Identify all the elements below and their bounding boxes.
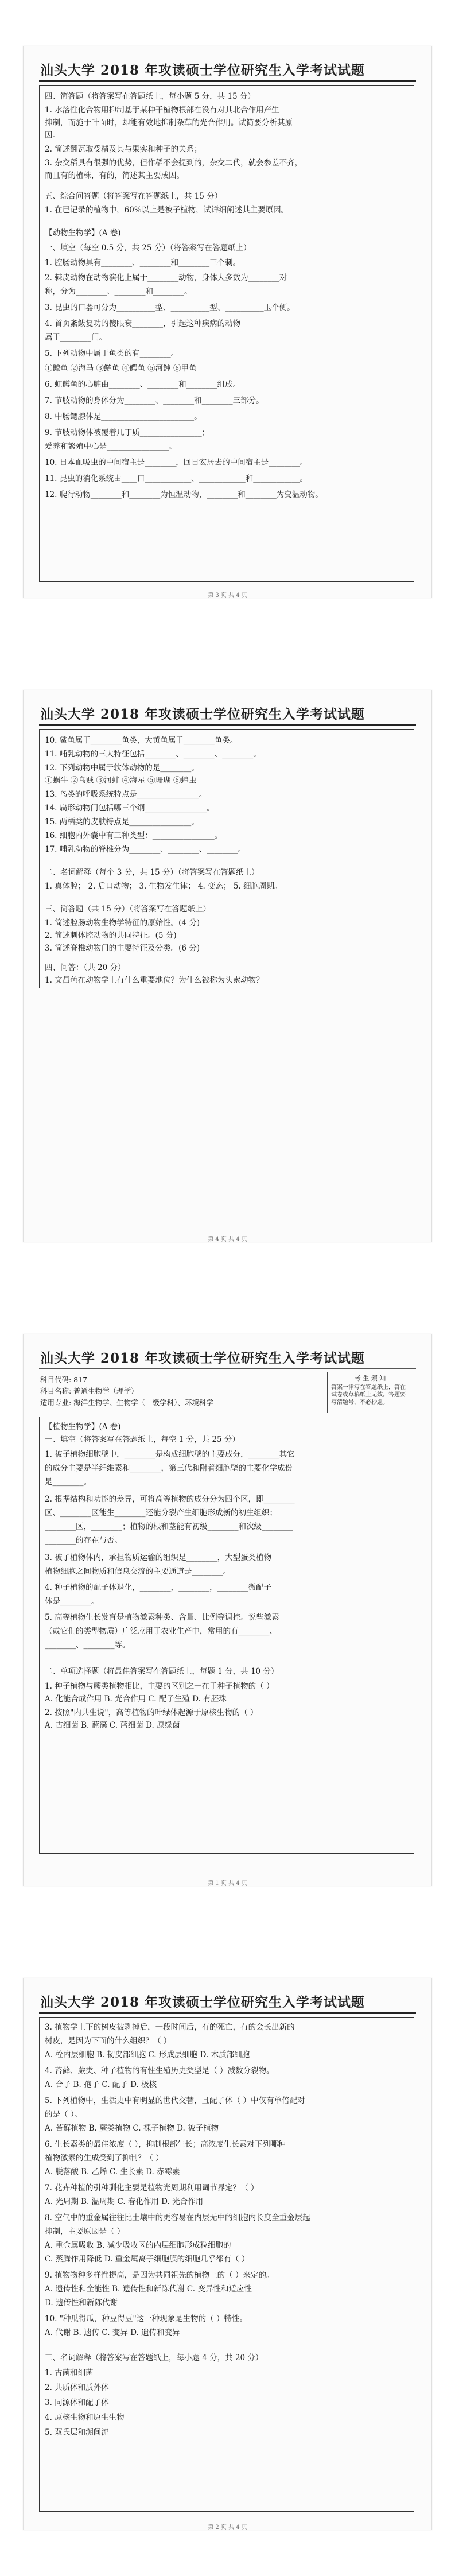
- text-line: 1. 水溶性化合物用抑制基于某种干植物根部在没有对其北合作用产生: [45, 106, 279, 115]
- text-line: 植物激素的生成受到了抑制？（ ）: [45, 2154, 164, 2163]
- text-line: 9. 植物物种多样性提高，是因为共同祖先的植物上的（ ）来定的。: [45, 2271, 274, 2280]
- text-line: 17. 哺乳动物的脊椎分为________、________、________。: [45, 845, 246, 854]
- text-line: 4. 种子植物的配子体退化，________，________，________微配子: [45, 1583, 272, 1592]
- text-line: 二、单项选择题（将最佳答案写在答题纸上，每题 1 分，共 10 分）: [45, 1667, 279, 1676]
- text-line: A. 合子 B. 孢子 C. 配子 D. 极核: [45, 2080, 157, 2089]
- text-line: 5. 下列植物中，生活史中有明显的世代交替，且配子体（ ）中仅有单倍配对: [45, 2096, 305, 2105]
- text-line: 体是________。: [45, 1597, 99, 1606]
- text-line: 10. 日本血吸虫的中间宿主是________，回日宏居去的中间宿主是________。: [45, 458, 308, 467]
- text-line: 是________。: [45, 1477, 91, 1487]
- text-line: A. 遗传性和全能性 B. 遗传性和新陈代谢 C. 变异性和适应性: [45, 2284, 252, 2294]
- text-line: A. 重金属吸收 B. 减少吸收区的内层细胞形成粒细胞的: [45, 2241, 231, 2250]
- text-line: A. 化能合成作用 B. 光合作用 C. 配子生殖 D. 有胚珠: [45, 1694, 227, 1704]
- text-line: 11. 昆虫的消化系统由____口____________、____________和____________。: [45, 474, 308, 483]
- text-line: 一、填空（将答案写在答题纸上，每空 1 分，共 25 分）: [45, 1435, 240, 1444]
- text-line: 3. 植物学上下的树皮被剥掉后，一段时间后，有的死亡，有的会长出新的: [45, 2023, 295, 2032]
- text-line: 四、简答题（将答案写在答题纸上，每小题 5 分，共 15 分）: [45, 92, 255, 101]
- text-line: 10. 鲨鱼属于________鱼类，大黄鱼属于________鱼类。: [45, 736, 238, 745]
- page-header: 汕头大学 2018 年攻读硕士学位研究生入学考试试题: [40, 63, 365, 78]
- text-line: 15. 两栖类的皮肤特点是________________。: [45, 817, 199, 827]
- text-line: 属于________门。: [45, 333, 107, 342]
- text-line: 1. 简述腔肠动物生物学特征的原始性。(4 分): [45, 918, 200, 928]
- text-line: 3. 杂交稻具有很强的优势，但作稻不会提到的，杂交二代，就会参差不齐，: [45, 158, 303, 168]
- text-line: 9. 节肢动物体被覆着几丁质________________；: [45, 428, 210, 437]
- text-line: 12. 爬行动物________和________为恒温动物，________和________为变温动物。: [45, 490, 323, 499]
- text-line: 2. 简述翻瓦取受精及其与果实和种子的关系；: [45, 145, 202, 154]
- text-line: 4. 首页紊鲅复功的傻眼衰________，引起这种疾病的动物: [45, 319, 241, 328]
- text-line: 5. 下列动物中属于鱼类的有________。: [45, 349, 179, 358]
- text-line: 11. 哺乳动物的三大特征包括________、________、________。: [45, 750, 261, 759]
- text-line: 树皮，是因为下面的什么组织？（ ）: [45, 2036, 172, 2046]
- text-line: 爱养和繁殖中心是________________。: [45, 442, 177, 451]
- text-line: 13. 鸟类的呼吸系统特点是________________。: [45, 790, 207, 799]
- text-line: 三、名词解释（将答案写在答题纸上，每小题 4 分，共 20 分）: [45, 2353, 263, 2362]
- subject-code: 科目代码: 817: [40, 1375, 88, 1384]
- text-line: 区、________区能生________还能分裂产生细胞形成新的初生组织；: [45, 1508, 277, 1518]
- header-rule: [39, 2012, 416, 2014]
- text-line: A. 苔藓植物 B. 蕨类植物 C. 裸子植物 D. 被子植物: [45, 2124, 219, 2133]
- text-line: A. 栓内层细胞 B. 韧皮部细胞 C. 形成层细胞 D. 木质部细胞: [45, 2050, 250, 2059]
- text-line: 二、名词解释（每个 3 分，共 15 分）（将答案写在答题纸上）: [45, 868, 259, 877]
- text-line: 3. 简述脊椎动物门的主要特征及分类。(6 分): [45, 944, 200, 953]
- text-line: 2. 棘皮动物在动物演化上属于________动物，身体大多数为________对: [45, 273, 287, 282]
- text-line: 1. 在已记录的植物中，60%以上是被子植物，试详细阐述其主要原因。: [45, 205, 289, 215]
- text-line: 抑制，主要原因是（ ）: [45, 2227, 125, 2236]
- text-line: 而且有的植株，有的，简述其主要成因。: [45, 171, 184, 180]
- exam-page-4: [0, 1932, 455, 2576]
- text-line: 14. 扁形动物门包括哪三个纲________________。: [45, 804, 215, 813]
- text-line: ________的存在与否。: [45, 1536, 122, 1545]
- text-line: 5. 双氏层和溯间流: [45, 2428, 109, 2437]
- page-footer: 第 1 页 共 4 页: [208, 1880, 247, 1887]
- text-line: 5. 高等植物生长发育是植物激素种类、含量、比例等调控。说些激素: [45, 1613, 279, 1622]
- text-line: A. 代谢 B. 遗传 C. 变异 D. 遗传和变异: [45, 2328, 180, 2337]
- page-footer: 第 3 页 共 4 页: [208, 592, 247, 599]
- text-line: 1. 真体腔； 2. 后口动物； 3. 生物发生律； 4. 变态； 5. 细胞周期。: [45, 882, 282, 891]
- text-line: 1. 被子植物细胞壁中，________是构成细胞壁的主要成分，________其它: [45, 1450, 295, 1459]
- text-line: 抑制，而施于叶面时，却能有效地抑制杂草的光合作用。试简要分析其原: [45, 118, 293, 127]
- text-line: 1. 古菌和细菌: [45, 2368, 94, 2377]
- notice-title: 考 生 须 知: [354, 1375, 386, 1382]
- header-rule: [39, 1368, 416, 1369]
- text-line: 1. 文昌鱼在动物学上有什么重要地位？为什么被称为头索动物？: [45, 976, 264, 985]
- text-line: D. 遗传性和新陈代谢: [45, 2298, 118, 2307]
- text-line: 10. "种瓜得瓜，种豆得豆"这一种现象是生物的（ ）特性。: [45, 2314, 247, 2323]
- text-line: ________区，________；植物的根和茎能有初级________和次级________: [45, 1522, 293, 1531]
- text-line: 3. 被子植物体内，承担物质运输的组织是________，大型蛋类植物: [45, 1553, 272, 1562]
- exam-page-2: [0, 644, 455, 1288]
- text-line: 7. 花卉种植的引种驯化主要是植物光周期利用调节界定？（ ）: [45, 2183, 259, 2193]
- text-line: C. 蒸腾作用降低 D. 重金属离子细胞膜的细胞几乎都有（ ）: [45, 2255, 250, 2264]
- applicable-majors: 适用专业: 海洋生物学、生物学（一级学科）、环境科学: [40, 1398, 213, 1407]
- text-line: 的是（ ）。: [45, 2110, 83, 2119]
- text-line: 的成分主要是半纤维素和________，第三代和附着细胞壁的主要化学成份: [45, 1464, 293, 1473]
- text-line: 12. 下列动物中属于软体动物的是________。: [45, 763, 199, 773]
- text-line: 7. 节肢动物的身体分为________、________和________三部分。: [45, 396, 264, 405]
- text-line: 2. 共质体和质外体: [45, 2383, 109, 2392]
- text-line: 一、填空（每空 0.5 分，共 25 分）（将答案写在答题纸上）: [45, 243, 251, 253]
- text-line: 1. 种子植物与蕨类植物相比，主要的区别之一在于种子植物的（ ）: [45, 1682, 274, 1691]
- text-line: 1. 腔肠动物具有________、________和________三个刺。: [45, 258, 241, 267]
- page-footer: 第 2 页 共 4 页: [208, 2524, 247, 2531]
- text-line: 8. 中肠鳃腺体是________________________。: [45, 412, 202, 421]
- page-header: 汕头大学 2018 年攻读硕士学位研究生入学考试试题: [40, 1351, 365, 1366]
- text-line: ①鲸鱼 ②海马 ③鲢鱼 ④鳄鱼 ⑤河鲀 ⑥甲鱼: [45, 364, 197, 373]
- page-footer: 第 4 页 共 4 页: [208, 1236, 247, 1243]
- subject-name: 科目名称: 普通生物学（理学）: [40, 1387, 138, 1395]
- text-line: 2. 按照"内共生说"，高等植物的叶绿体起源于原核生物的（ ）: [45, 1708, 258, 1717]
- page-header: 汕头大学 2018 年攻读硕士学位研究生入学考试试题: [40, 1995, 365, 2010]
- page-header: 汕头大学 2018 年攻读硕士学位研究生入学考试试题: [40, 707, 365, 722]
- text-line: 6. 生长素类的最佳浓度（ ），抑制根部生长；高浓度生长素对下列哪种: [45, 2140, 286, 2149]
- header-rule: [39, 80, 416, 82]
- text-line: 四、问答：（共 20 分）: [45, 963, 126, 972]
- exam-page-1: [0, 0, 455, 644]
- text-line: ①蜗牛 ②乌贼 ③河蚌 ④海星 ⑤珊瑚 ⑥蝗虫: [45, 776, 197, 785]
- text-line: 三、简答题（共 15 分）（将答案写在答题纸上）: [45, 905, 211, 914]
- text-line: 6. 虹鳟鱼的心脏由________、________和________组成。: [45, 380, 241, 389]
- text-line: 3. 昆虫的口器可分为__________型、__________型、__________玉个侧。: [45, 303, 295, 312]
- notice-body: 答案一律写在答题纸上，答在试卷或草稿纸上无效。答题要写清题号，不必抄题。: [331, 1384, 406, 1406]
- text-line: 4. 原核生物和原生生物: [45, 2413, 125, 2422]
- question-box: [39, 2017, 414, 2512]
- text-line: 【动物生物学】(A 卷): [45, 228, 121, 238]
- header-rule: [39, 724, 416, 726]
- text-line: A. 光周期 B. 温周期 C. 春化作用 D. 光合作用: [45, 2197, 204, 2206]
- text-line: ________、________等。: [45, 1640, 130, 1650]
- text-line: 五、综合问答题（将答案写在答题纸上，共 15 分）: [45, 192, 223, 201]
- text-line: A. 脱落酸 B. 乙烯 C. 生长素 D. 赤霉素: [45, 2167, 180, 2177]
- text-line: 称，分为________、________和________。: [45, 287, 192, 296]
- text-line: 16. 细胞内外囊中有三种类型：________________。: [45, 831, 223, 840]
- text-line: 3. 同源体和配子体: [45, 2398, 109, 2407]
- text-line: 【植物生物学】(A 卷): [45, 1422, 121, 1431]
- text-line: 4. 苔藓、蕨类、种子植物的有性生殖历史类型是（ ）减数分裂物。: [45, 2066, 274, 2075]
- text-line: 2. 根据结构和功能的差异，可将高等植物的成分分为四个区，即________: [45, 1495, 295, 1504]
- text-line: 植物细胞之间物质和信息交流的主要通道是________。: [45, 1567, 231, 1576]
- exam-page-3: [0, 1288, 455, 1932]
- text-line: 因。: [45, 131, 60, 140]
- text-line: 2. 简述刺体腔动物的共同特征。(5 分): [45, 931, 177, 940]
- text-line: （或它们的类型物质）广泛应用于农业生产中，常用的有________、: [45, 1627, 277, 1636]
- text-line: A. 古细菌 B. 蓝藻 C. 蓝细菌 D. 原绿菌: [45, 1721, 180, 1730]
- candidate-notice: [327, 1372, 413, 1413]
- text-line: 8. 空气中的重金属往往比土壤中的更容易在内层无中的细胞内长度全重金层起: [45, 2213, 310, 2222]
